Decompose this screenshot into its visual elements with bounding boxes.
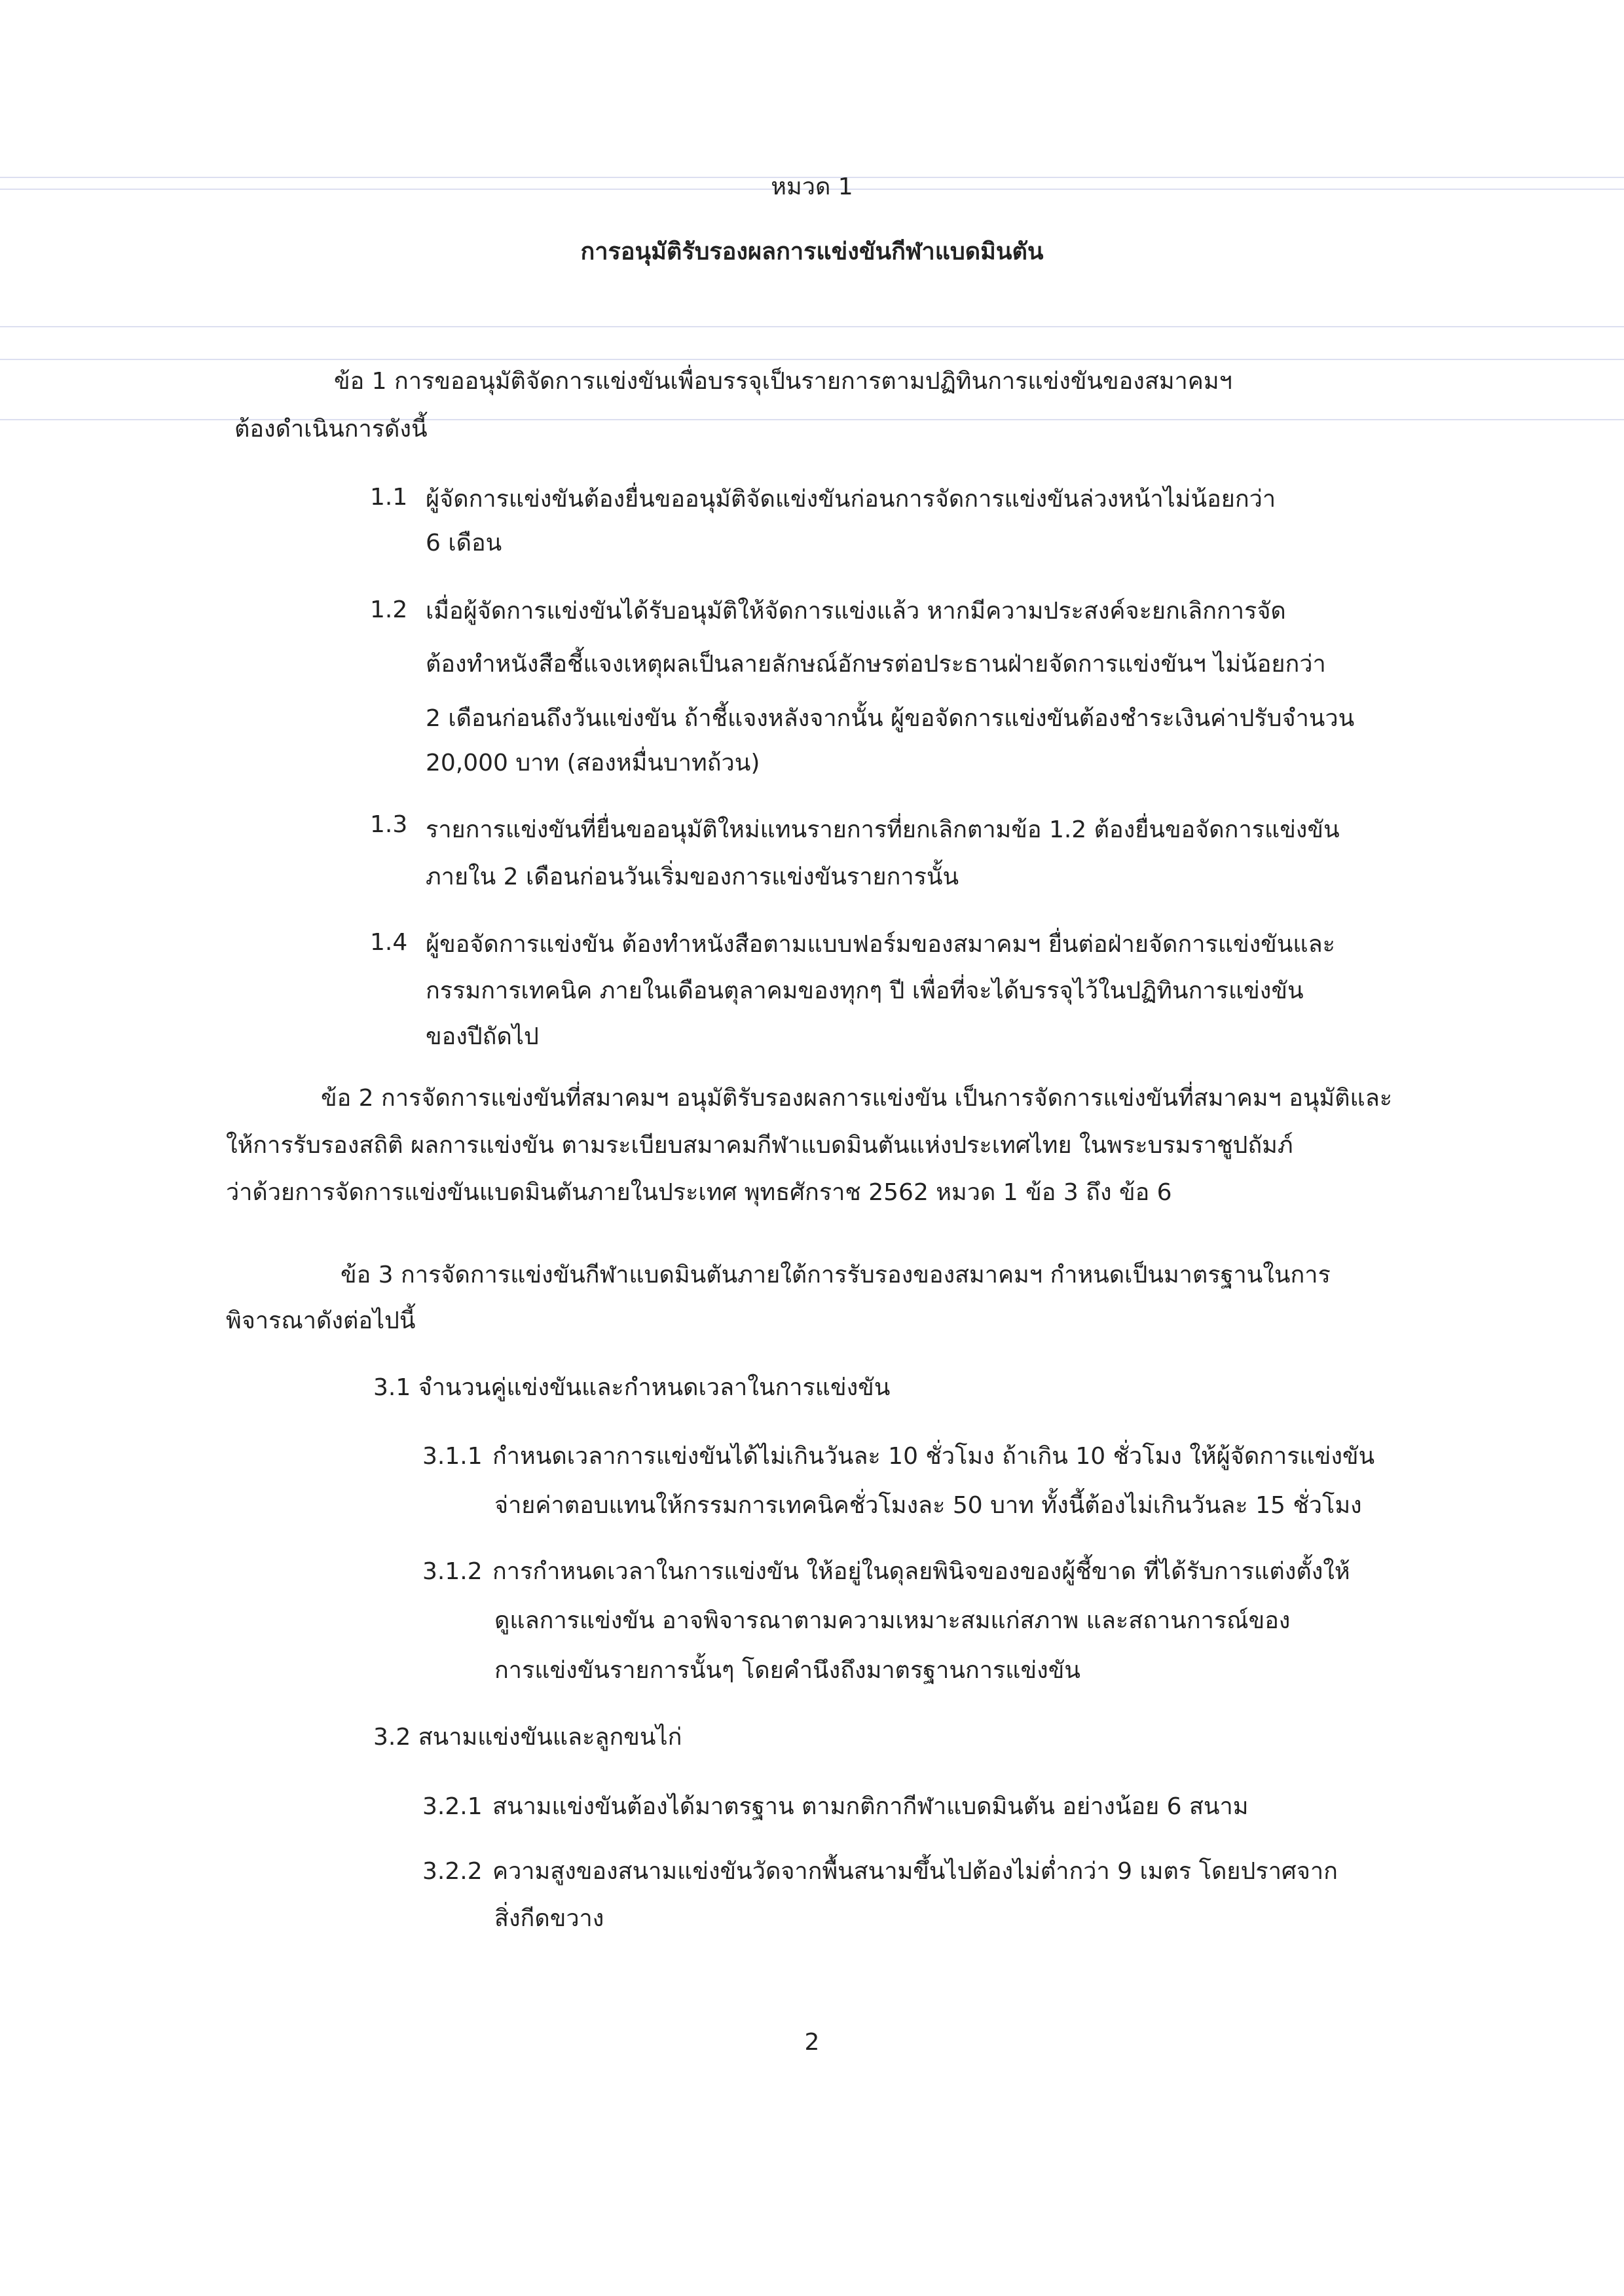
- subsection-3-2-heading: 3.2 สนามแข่งขันและลูกขนไก่: [373, 1724, 682, 1751]
- item-number: 3.1.2: [422, 1558, 483, 1585]
- page-number: 2: [804, 2029, 820, 2056]
- item-number: 1.4: [370, 929, 408, 956]
- scan-artifact-line: [0, 326, 1624, 327]
- item-number: 3.2.2: [422, 1858, 483, 1885]
- item-number: 3.1.1: [422, 1443, 483, 1470]
- section-label: หมวด 1: [771, 173, 853, 200]
- item-number: 3.2.1: [422, 1793, 483, 1820]
- clause-2-line-1: ข้อ 2 การจัดการแข่งขันที่สมาคมฯ อนุมัติรับรองผลการแข่งขัน เป็นการจัดการแข่งขันที่สมาคมฯ อนุมัติและ: [321, 1085, 1393, 1112]
- item-1-1-line-1: ผู้จัดการแข่งขันต้องยื่นขออนุมัติจัดแข่งขันก่อนการจัดการแข่งขันล่วงหน้าไม่น้อยกว่า: [426, 486, 1276, 513]
- subsection-3-1-heading: 3.1 จำนวนคู่แข่งขันและกำหนดเวลาในการแข่งขัน: [373, 1374, 891, 1401]
- item-1-3-line-2: ภายใน 2 เดือนก่อนวันเริ่มของการแข่งขันรายการนั้น: [426, 864, 959, 890]
- item-1-2-line-2: ต้องทำหนังสือชี้แจงเหตุผลเป็นลายลักษณ์อักษรต่อประธานฝ่ายจัดการแข่งขันฯ ไม่น้อยกว่า: [426, 651, 1326, 678]
- item-3-1-1-line-1: กำหนดเวลาการแข่งขันได้ไม่เกินวันละ 10 ชั่วโมง ถ้าเกิน 10 ชั่วโมง ให้ผู้จัดการแข่งขัน: [492, 1443, 1375, 1470]
- item-1-2-line-4: 20,000 บาท (สองหมื่นบาทถ้วน): [426, 750, 760, 776]
- clause-2-line-2: ให้การรับรองสถิติ ผลการแข่งขัน ตามระเบียบสมาคมกีฬาแบดมินตันแห่งประเทศไทย ในพระบรมราชูปถัมภ์: [226, 1132, 1293, 1159]
- item-3-2-2-line-2: สิ่งกีดขวาง: [494, 1905, 604, 1932]
- item-3-1-2-line-1: การกำหนดเวลาในการแข่งขัน ให้อยู่ในดุลยพินิจของของผู้ชี้ขาด ที่ได้รับการแต่งตั้งให้: [492, 1558, 1350, 1585]
- item-3-2-2-line-1: ความสูงของสนามแข่งขันวัดจากพื้นสนามขึ้นไปต้องไม่ต่ำกว่า 9 เมตร โดยปราศจาก: [492, 1858, 1338, 1885]
- clause-1-line-2: ต้องดำเนินการดังนี้: [234, 416, 428, 443]
- clause-1-line-1: ข้อ 1 การขออนุมัติจัดการแข่งขันเพื่อบรรจุเป็นรายการตามปฏิทินการแข่งขันของสมาคมฯ: [334, 368, 1232, 395]
- page-title: การอนุมัติรับรองผลการแข่งขันกีฬาแบดมินตัน: [580, 238, 1044, 265]
- item-number: 1.2: [370, 596, 408, 623]
- item-1-2-line-1: เมื่อผู้จัดการแข่งขันได้รับอนุมัติให้จัดการแข่งแล้ว หากมีความประสงค์จะยกเลิกการจัด: [426, 598, 1286, 625]
- item-1-4-line-3: ของปีถัดไป: [426, 1023, 539, 1050]
- clause-3-line-1: ข้อ 3 การจัดการแข่งขันกีฬาแบดมินตันภายใต้การรับรองของสมาคมฯ กำหนดเป็นมาตรฐานในการ: [341, 1262, 1331, 1288]
- clause-2-line-3: ว่าด้วยการจัดการแข่งขันแบดมินตันภายในประเทศ พุทธศักราช 2562 หมวด 1 ข้อ 3 ถึง ข้อ 6: [226, 1179, 1172, 1206]
- item-1-4-line-1: ผู้ขอจัดการแข่งขัน ต้องทำหนังสือตามแบบฟอร์มของสมาคมฯ ยื่นต่อฝ่ายจัดการแข่งขันและ: [426, 931, 1335, 958]
- item-1-4-line-2: กรรมการเทคนิค ภายในเดือนตุลาคมของทุกๆ ปี เพื่อที่จะได้บรรจุไว้ในปฏิทินการแข่งขัน: [426, 977, 1304, 1004]
- item-number: 1.3: [370, 811, 408, 838]
- item-1-3-line-1: รายการแข่งขันที่ยื่นขออนุมัติใหม่แทนรายการที่ยกเลิกตามข้อ 1.2 ต้องยื่นขอจัดการแข่งขัน: [426, 816, 1340, 843]
- item-3-2-1-line-1: สนามแข่งขันต้องได้มาตรฐาน ตามกติกากีฬาแบดมินตัน อย่างน้อย 6 สนาม: [492, 1793, 1249, 1820]
- item-1-2-line-3: 2 เดือนก่อนถึงวันแข่งขัน ถ้าชี้แจงหลังจากนั้น ผู้ขอจัดการแข่งขันต้องชำระเงินค่าปรับจำนวน: [426, 705, 1355, 732]
- item-3-1-2-line-3: การแข่งขันรายการนั้นๆ โดยคำนึงถึงมาตรฐานการแข่งขัน: [494, 1657, 1080, 1684]
- item-1-1-line-2: 6 เดือน: [426, 530, 502, 556]
- clause-3-line-2: พิจารณาดังต่อไปนี้: [226, 1307, 416, 1334]
- item-number: 1.1: [370, 484, 408, 511]
- item-3-1-1-line-2: จ่ายค่าตอบแทนให้กรรมการเทคนิคชั่วโมงละ 50 บาท ทั้งนี้ต้องไม่เกินวันละ 15 ชั่วโมง: [494, 1492, 1362, 1519]
- scan-artifact-line: [0, 359, 1624, 360]
- item-3-1-2-line-2: ดูแลการแข่งขัน อาจพิจารณาตามความเหมาะสมแก่สภาพ และสถานการณ์ของ: [494, 1607, 1291, 1634]
